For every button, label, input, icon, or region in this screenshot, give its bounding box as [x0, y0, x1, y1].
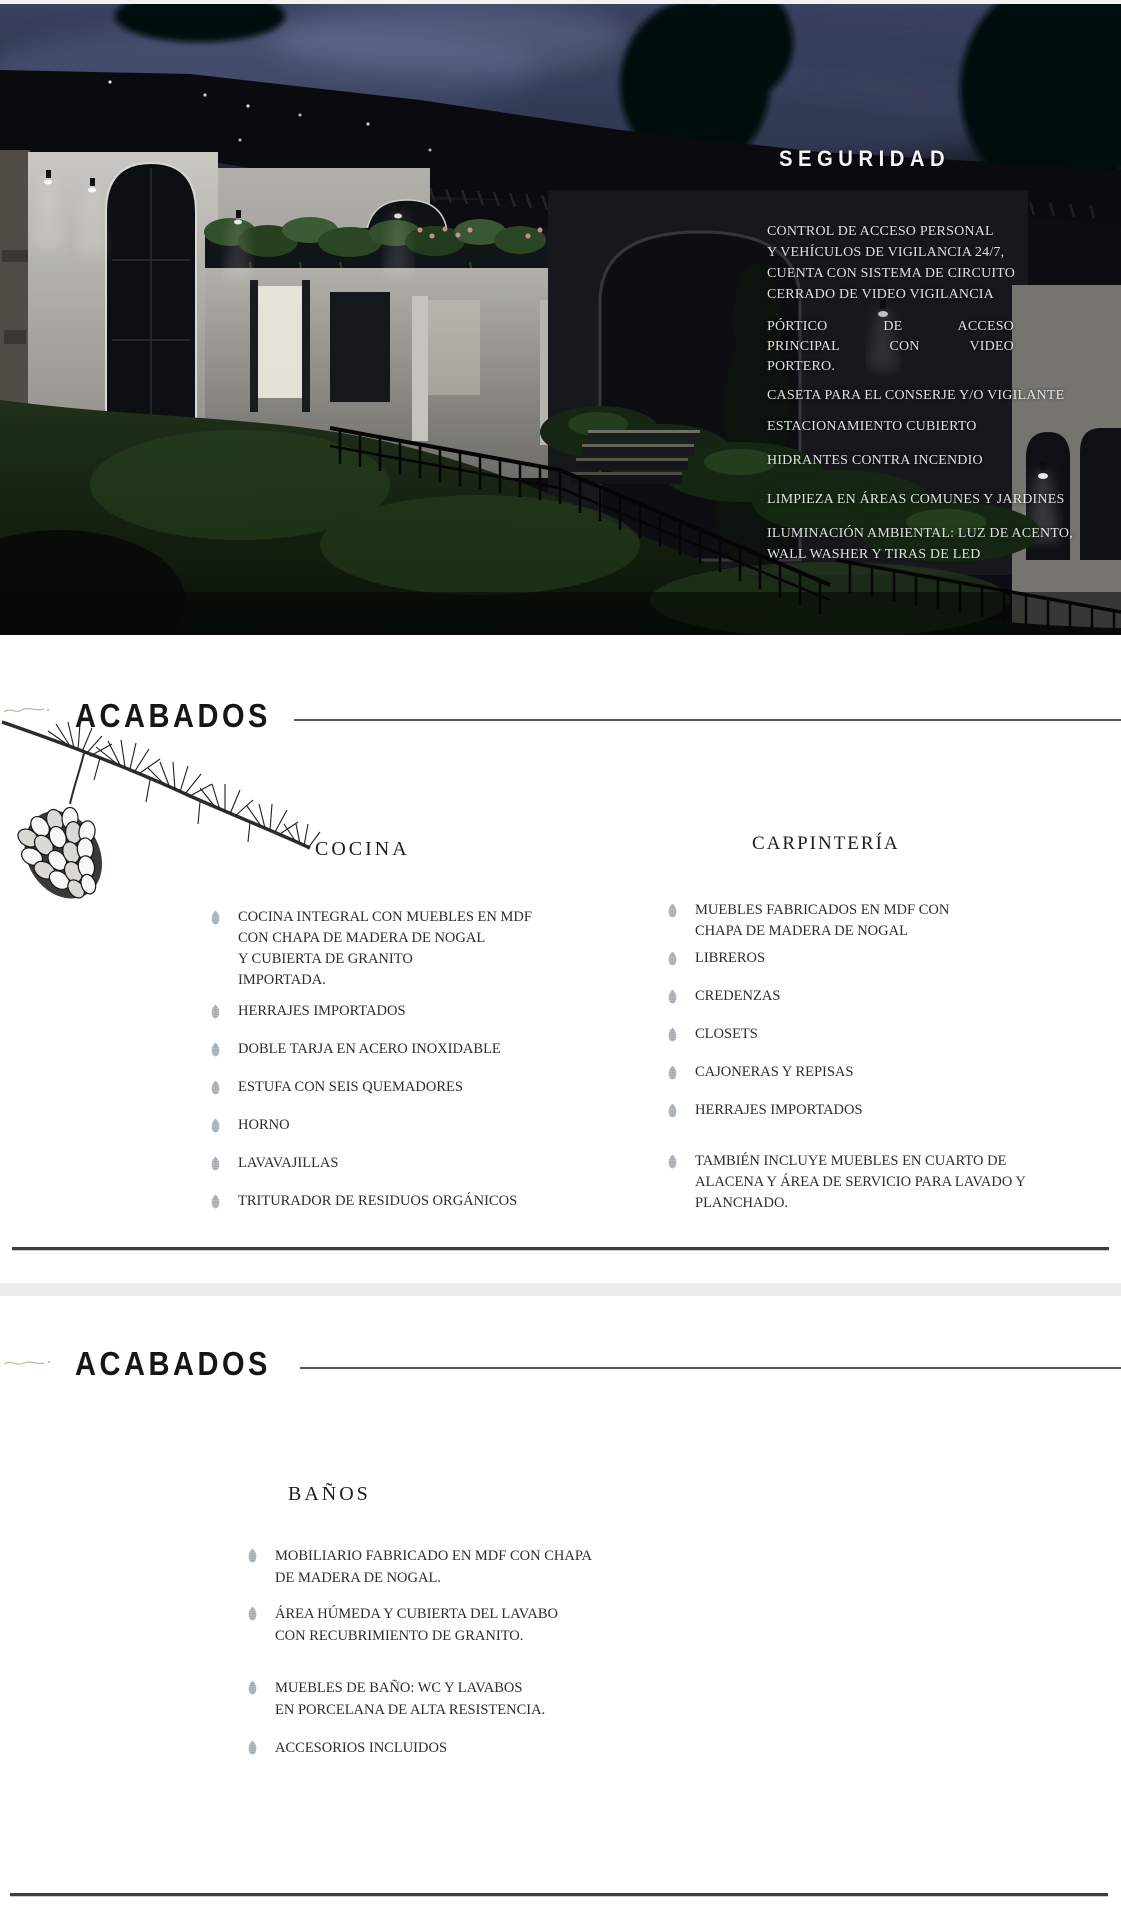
security-item-line: ESTACIONAMIENTO CUBIERTO [767, 419, 977, 434]
list-item [247, 1545, 647, 1589]
banos-list [247, 1545, 647, 1776]
list-item-line: IMPORTADA. [238, 972, 326, 988]
edge-scribble-mark [2, 1356, 54, 1370]
finishes-section-2 [0, 1296, 1121, 1920]
list-item [247, 1603, 647, 1647]
finishes-section-1 [0, 635, 1121, 1283]
security-item [767, 450, 1112, 471]
list-item [210, 1115, 580, 1136]
list-item-line: HERRAJES IMPORTADOS [695, 1102, 863, 1118]
security-item [767, 523, 1112, 565]
pinecone-bullet-icon [210, 1118, 221, 1133]
list-item-line: CAJONERAS Y REPISAS [695, 1064, 854, 1080]
security-item-line: WALL WASHER Y TIRAS DE LED [767, 547, 981, 562]
list-item-line: Y CUBIERTA DE GRANITO [238, 951, 413, 967]
list-item [667, 900, 997, 942]
pinecone-bullet-icon [667, 951, 678, 966]
list-item [210, 1001, 580, 1022]
security-item [767, 416, 1112, 437]
security-item-line: HIDRANTES CONTRA INCENDIO [767, 453, 983, 468]
list-item [667, 1151, 1026, 1214]
security-item-line: LIMPIEZA EN ÁREAS COMUNES Y JARDINES [767, 492, 1065, 507]
list-item [667, 948, 997, 969]
list-item [210, 1077, 580, 1098]
security-item-line: CASETA PARA EL CONSERJE Y/O VIGILANTE [767, 388, 1065, 403]
pinecone-bullet-icon [667, 989, 678, 1004]
pinecone-bullet-icon [667, 1103, 678, 1118]
hero-section [0, 0, 1121, 635]
list-item-line: MOBILIARIO FABRICADO EN MDF CON CHAPA [275, 1548, 593, 1564]
list-item-line: EN PORCELANA DE ALTA RESISTENCIA. [275, 1702, 546, 1718]
list-item-line: MUEBLES FABRICADOS EN MDF CON [695, 902, 950, 918]
pinecone-bullet-icon [210, 1004, 221, 1019]
column-title-cocina: COCINA [315, 838, 410, 860]
column-title-banos: BAÑOS [288, 1483, 371, 1505]
list-item-line: TRITURADOR DE RESIDUOS ORGÁNICOS [238, 1193, 518, 1209]
edge-scribble-mark [2, 703, 54, 717]
security-item [767, 317, 1014, 377]
security-item-line: PRINCIPAL CON VIDEO [767, 339, 1014, 354]
list-item-line: ESTUFA CON SEIS QUEMADORES [238, 1079, 463, 1095]
security-item [767, 385, 1112, 406]
list-item-line: CON CHAPA DE MADERA DE NOGAL [238, 930, 486, 946]
column-title-carpinteria: CARPINTERÍA [752, 833, 900, 854]
page-separator [0, 1283, 1121, 1296]
pinecone-bullet-icon [667, 1154, 678, 1169]
list-item [667, 986, 997, 1007]
list-item [247, 1677, 647, 1721]
list-item-line: CREDENZAS [695, 988, 781, 1004]
list-item [210, 1153, 580, 1174]
list-item-line: CON RECUBRIMIENTO DE GRANITO. [275, 1628, 524, 1644]
pinecone-bullet-icon [247, 1740, 258, 1755]
security-item [767, 489, 1112, 510]
pinecone-bullet-icon [247, 1548, 258, 1563]
list-item-line: COCINA INTEGRAL CON MUEBLES EN MDF [238, 909, 532, 925]
list-item [247, 1737, 647, 1759]
list-item [210, 1039, 580, 1060]
list-item-line: HERRAJES IMPORTADOS [238, 1003, 406, 1019]
list-item [210, 907, 580, 991]
list-item-line: HORNO [238, 1117, 290, 1133]
pinecone-bullet-icon [667, 903, 678, 918]
list-item [667, 1024, 997, 1045]
pinecone-bullet-icon [210, 1080, 221, 1095]
list-item [667, 1062, 997, 1083]
list-item-line: LIBREROS [695, 950, 766, 966]
heading-rule [300, 1367, 1121, 1369]
pinecone-bullet-icon [210, 1042, 221, 1057]
list-item-line: ACCESORIOS INCLUIDOS [275, 1740, 448, 1756]
list-item-line: TAMBIÉN INCLUYE MUEBLES EN CUARTO DE [695, 1153, 1007, 1169]
list-item [667, 1100, 997, 1121]
security-item-line: Y VEHÍCULOS DE VIGILANCIA 24/7, [767, 245, 1005, 260]
section-heading: ACABADOS [75, 1345, 271, 1382]
security-item-line: CERRADO DE VIDEO VIGILANCIA [767, 287, 994, 302]
section-heading: ACABADOS [75, 697, 271, 734]
list-item [210, 1191, 580, 1212]
list-item-line: ALACENA Y ÁREA DE SERVICIO PARA LAVADO Y [695, 1174, 1026, 1190]
list-item-line: ÁREA HÚMEDA Y CUBIERTA DEL LAVABO [275, 1606, 559, 1622]
security-item-line: PÓRTICO DE ACCESO [767, 319, 1014, 334]
pinecone-bullet-icon [210, 910, 221, 925]
pine-branch-illustration [0, 720, 322, 922]
heading-rule [294, 719, 1121, 721]
security-item-line: CUENTA CON SISTEMA DE CIRCUITO [767, 266, 1016, 281]
pinecone-bullet-icon [667, 1065, 678, 1080]
section-divider-line [12, 1247, 1109, 1250]
security-item-line: CONTROL DE ACCESO PERSONAL [767, 224, 994, 239]
pinecone-bullet-icon [210, 1156, 221, 1171]
security-item-line: ILUMINACIÓN AMBIENTAL: LUZ DE ACENTO, [767, 526, 1073, 541]
carpinteria-list [667, 900, 1026, 1231]
section-divider-line [10, 1893, 1108, 1896]
security-item [767, 221, 1112, 305]
pinecone-bullet-icon [667, 1027, 678, 1042]
list-item-line: DOBLE TARJA EN ACERO INOXIDABLE [238, 1041, 501, 1057]
pinecone-bullet-icon [210, 1194, 221, 1209]
list-item-line: CLOSETS [695, 1026, 758, 1042]
security-list [767, 221, 1112, 577]
list-item-line: PLANCHADO. [695, 1195, 789, 1211]
list-item-line: CHAPA DE MADERA DE NOGAL [695, 923, 908, 939]
pinecone-bullet-icon [247, 1680, 258, 1695]
pinecone-bullet-icon [247, 1606, 258, 1621]
cocina-list [210, 907, 580, 1229]
security-item-line: PORTERO. [767, 359, 836, 374]
security-title: SEGURIDAD [779, 146, 951, 171]
list-item-line: LAVAVAJILLAS [238, 1155, 339, 1171]
list-item-line: DE MADERA DE NOGAL. [275, 1570, 441, 1586]
list-item-line: MUEBLES DE BAÑO: WC Y LAVABOS [275, 1680, 523, 1696]
